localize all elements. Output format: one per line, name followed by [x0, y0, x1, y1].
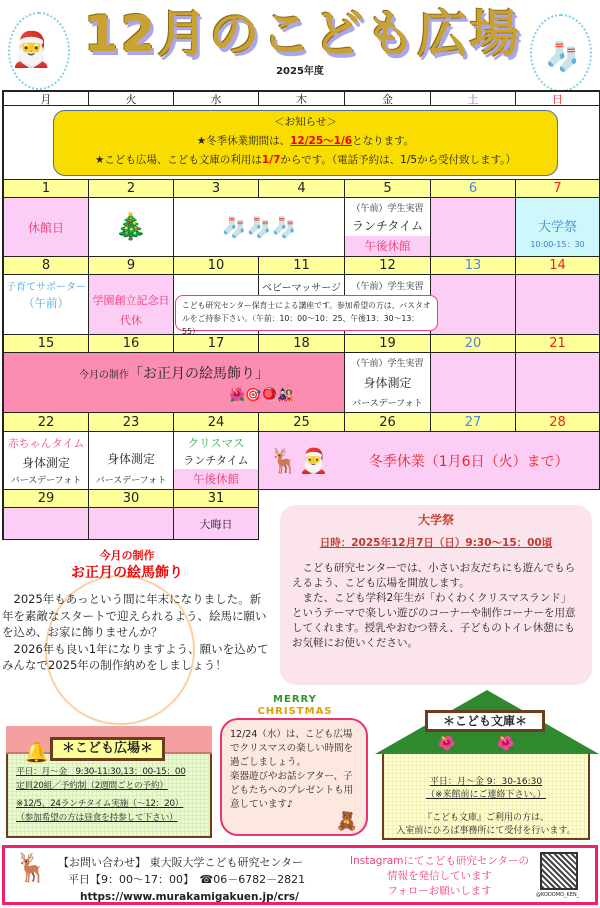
day-number: 5 — [345, 180, 431, 198]
event-label: （午前） — [23, 296, 69, 310]
bell-icon: 🔔 — [24, 740, 49, 764]
weekday-mon: 月 — [4, 90, 89, 106]
event-label: （午前）学生実習 — [351, 359, 424, 369]
winter-break-cell — [259, 432, 600, 490]
santa-sleigh-icon: 🦌🎅 — [269, 446, 329, 475]
day-number: 10 — [174, 257, 259, 275]
craft-label: 今月の制作 — [99, 549, 155, 562]
monthly-craft-banner — [4, 353, 345, 413]
day-number: 28 — [516, 413, 600, 432]
event-label: バースデーフォト — [10, 476, 82, 486]
day-cell — [345, 353, 431, 413]
craft-section — [2, 548, 272, 674]
day-number: 2 — [89, 180, 174, 198]
day-number: 27 — [431, 413, 516, 432]
weekday-sat: 土 — [431, 90, 516, 106]
contact-label: 【お問い合わせ】 東大阪大学こども研究センター — [58, 856, 304, 869]
weekday-thu: 木 — [259, 90, 345, 106]
new-year-ornaments-icon: 🌺🎯🪀🎎 — [229, 388, 294, 403]
hiroba-capacity: 定員20組／予約制（2週間ごとの予約） — [16, 780, 168, 791]
day-cell: 休館日 — [4, 198, 89, 257]
day-number: 14 — [516, 257, 600, 275]
day-number: 25 — [259, 413, 345, 432]
event-label: 代休 — [120, 314, 142, 327]
day-number: 12 — [345, 257, 431, 275]
event-label: （午前）学生実習 — [351, 204, 424, 214]
bunko-hours: 平日：月～金 9：30-16:30 — [429, 777, 543, 787]
day-number: 13 — [431, 257, 516, 275]
event-label: 子育てサポーター — [6, 282, 86, 293]
contact-info — [58, 854, 305, 888]
day-number: 18 — [259, 335, 345, 353]
instagram-qr-code[interactable] — [540, 852, 578, 890]
weekday-wed: 水 — [174, 90, 259, 106]
hiroba-lunch: ※12/5、24ランチタイム実施（～12：20） — [16, 799, 184, 809]
day-cell — [4, 432, 89, 490]
qr-caption: @KODOMO_KEN_ — [536, 892, 580, 898]
text: ★こども広場、こども文庫の利用は — [95, 154, 262, 166]
day-number: 21 — [516, 335, 600, 353]
event-label: クリスマス — [187, 436, 245, 450]
day-number: 31 — [174, 490, 259, 508]
stockings-garland-icon: 🧦🧦🧦 — [174, 198, 345, 257]
christmas-text: CHRISTMAS — [257, 706, 333, 717]
fiscal-year: 2025年度 — [276, 66, 324, 77]
instagram-line-2: 情報を発信しています — [387, 870, 492, 882]
notice-line-1 — [54, 132, 557, 151]
poinsettia-icon: 🌺 🌺 — [438, 736, 515, 752]
festival-date: 日時：2025年12月7日（日）9:30～15：00頃 — [319, 537, 553, 549]
craft-heading — [79, 363, 269, 383]
bunko-info-1: 『こども文庫』ご利用の方は、 — [422, 813, 549, 823]
day-cell — [431, 198, 516, 257]
notice-box — [53, 110, 558, 176]
day-cell — [89, 508, 174, 540]
day-number: 7 — [516, 180, 600, 198]
craft-body: 2025年もあっという間に年末になりました。新年を素敵なスタートで迎えられるよう、絵馬に願いを込め、お家に飾りませんか？ 2026年も良い1年になりますよう、願いを込めてみんなで2025年の制作納めをしましょう！ — [2, 592, 269, 672]
baby-massage-note: こども研究センター保育士による講座です。参加希望の方は、バスタオルをご持参下さい。（午前：10：00～10：25、午後13：30～13：55） — [175, 295, 438, 331]
contact-hours-phone: 平日【9：00～17：00】 ☎06－6782－2821 — [68, 873, 306, 886]
event-label: 身体測定 — [21, 455, 70, 470]
instagram-line-1: Instagramにてこども研究センターの — [350, 855, 529, 867]
craft-title: 「お正月の絵馬飾り」 — [129, 366, 269, 382]
day-number: 22 — [4, 413, 89, 432]
day-number: 15 — [4, 335, 89, 353]
event-label: ベビーマッサージ — [262, 283, 341, 294]
event-label: 身体測定 — [106, 452, 155, 466]
day-cell — [431, 275, 516, 335]
bunko-info-2: 入室前にひろば事務所にて受付を行います。 — [396, 826, 576, 836]
day-cell: 大晦日 — [174, 508, 259, 540]
instagram-line-3: フォローお願いします — [387, 885, 492, 897]
winter-break-dates: 12/25～1/6 — [290, 135, 353, 147]
day-number: 8 — [4, 257, 89, 275]
bunko-contact: （※来館前にご連絡下さい。） — [425, 790, 547, 800]
weekday-fri: 金 — [345, 90, 431, 106]
event-label: バースデーフォト — [352, 399, 423, 409]
craft-title: お正月の絵馬飾り — [71, 564, 183, 581]
day-number: 19 — [345, 335, 431, 353]
website-link[interactable]: https://www.murakamigakuen.jp/crs/ — [80, 891, 299, 903]
day-number: 11 — [259, 257, 345, 275]
event-label: 身体測定 — [363, 376, 412, 390]
day-cell — [4, 508, 89, 540]
hiroba-lunch-note: （参加希望の方は昼食を持参して下さい） — [16, 812, 178, 823]
weekday-sun: 日 — [516, 90, 600, 106]
event-label: 学園創立記念日 — [92, 294, 170, 307]
page-title: 12月のこども広場 — [83, 5, 522, 63]
day-number: 6 — [431, 180, 516, 198]
event-label: 大学祭 — [537, 220, 577, 235]
event-label: ランチタイム — [351, 218, 424, 233]
merry-christmas-logo — [255, 694, 335, 718]
day-number: 3 — [174, 180, 259, 198]
hiroba-info — [16, 766, 210, 825]
day-cell — [516, 353, 600, 413]
bunko-info — [382, 770, 590, 838]
day-cell — [4, 275, 89, 335]
winter-break-label: 冬季休業（1月6日（火）まで） — [368, 453, 569, 470]
event-label: 午後休館 — [345, 236, 430, 256]
day-number: 16 — [89, 335, 174, 353]
reopen-date: 1/7 — [261, 154, 281, 166]
text: ★冬季休業期間は、 — [196, 135, 291, 147]
day-number: 29 — [4, 490, 89, 508]
craft-label: 今月の制作 — [79, 370, 129, 381]
weekday-tue: 火 — [89, 90, 174, 106]
event-label: ランチタイム — [183, 454, 249, 467]
day-number: 20 — [431, 335, 516, 353]
day-number: 26 — [345, 413, 431, 432]
notice-heading: ＜お知らせ＞ — [274, 116, 337, 128]
day-number: 23 — [89, 413, 174, 432]
day-number: 24 — [174, 413, 259, 432]
event-label: 赤ちゃんタイム — [7, 437, 85, 450]
day-cell — [89, 432, 174, 490]
notice-line-2 — [54, 151, 557, 170]
university-festival-box — [280, 505, 592, 685]
day-cell — [516, 275, 600, 335]
day-number: 9 — [89, 257, 174, 275]
day-number: 4 — [259, 180, 345, 198]
event-label: 午後休館 — [174, 469, 258, 489]
hiroba-title: ＊こども広場＊ — [50, 737, 165, 761]
text: からです。（電話予約は、1/5から受付致します。） — [280, 154, 516, 166]
event-label: （午前）学生実習 — [351, 282, 424, 292]
christmas-body: 12/24（水）は、こども広場でクリスマスの楽しい時間を過ごしましょう。 楽器遊びやお話シアター、子どもたちへのプレゼントも用意しています♪ — [230, 729, 354, 810]
day-cell — [345, 198, 431, 257]
text: となります。 — [352, 135, 415, 147]
day-number: 30 — [89, 490, 174, 508]
festival-body: こども研究センターでは、小さいお友だちにも遊んでもらえるよう、こども広場を開放します。 また、こども学科2年生が「わくわくクリスマスランド」というテーマで楽しい遊びのコーナーや制作コーナーを用意してくれます。授乳やおむつ替え、子どものトイレ休憩にもお気軽にお使いください。 — [292, 562, 576, 649]
day-cell — [516, 198, 600, 257]
event-time: 10:00-15：30 — [530, 240, 585, 249]
bear-icon: 🧸 — [335, 811, 358, 832]
christmas-tree-icon: 🎄 — [89, 198, 174, 257]
instagram-info — [342, 854, 537, 899]
hiroba-hours: 平日：月～金 9:30-11:30,13：00-15：00 — [16, 767, 186, 777]
merry-text: MERRY — [273, 694, 317, 705]
santa-icon: 🎅 — [10, 30, 53, 70]
stocking-icon: 🧦 — [545, 40, 580, 73]
day-number: 17 — [174, 335, 259, 353]
mascot-icon: 🦌 — [14, 851, 49, 884]
bunko-title: ＊こども文庫＊ — [425, 710, 545, 732]
event-label: バースデーフォト — [95, 476, 167, 486]
festival-title: 大学祭 — [417, 513, 454, 527]
day-cell — [174, 432, 259, 490]
day-cell — [431, 353, 516, 413]
day-cell — [89, 275, 174, 335]
christmas-box — [220, 718, 368, 836]
day-number: 1 — [4, 180, 89, 198]
